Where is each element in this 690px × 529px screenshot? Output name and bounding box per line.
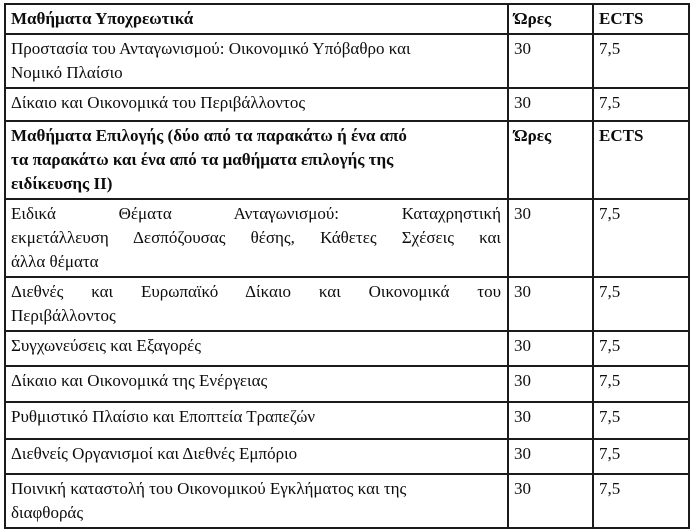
course-row <box>5 331 689 366</box>
course-row <box>5 199 689 277</box>
hours-header-cell: Ώρες <box>508 121 593 199</box>
hours-header-cell: Ώρες <box>508 4 593 34</box>
ects-cell: 7,5 <box>593 402 689 439</box>
section-title-cell: Μαθήματα Επιλογής (δύο από τα παρακάτω ή ένα από τα παρακάτω και ένα από τα μαθήματα επιλογής της ειδίκευσης ΙΙ) <box>5 121 508 199</box>
ects-header-cell: ECTS <box>593 121 689 199</box>
course-table <box>4 3 690 529</box>
hours-cell: 30 <box>508 34 593 88</box>
course-row <box>5 474 689 528</box>
ects-cell: 7,5 <box>593 474 689 528</box>
course-row <box>5 439 689 474</box>
course-row <box>5 88 689 121</box>
hours-cell: 30 <box>508 199 593 277</box>
course-cell: Συγχωνεύσεις και Εξαγορές <box>5 331 508 366</box>
course-row <box>5 277 689 331</box>
course-cell: Δίκαιο και Οικονομικά της Ενέργειας <box>5 366 508 402</box>
hours-cell: 30 <box>508 474 593 528</box>
ects-header-cell: ECTS <box>593 4 689 34</box>
course-cell: Προστασία του Ανταγωνισμού: Οικονομικό Υπόβαθρο και Νομικό Πλαίσιο <box>5 34 508 88</box>
course-cell: Δίκαιο και Οικονομικά του Περιβάλλοντος <box>5 88 508 121</box>
course-cell: Διεθνές και Ευρωπαϊκό Δίκαιο και Οικονομικά του Περιβάλλοντος <box>5 277 508 331</box>
ects-cell: 7,5 <box>593 34 689 88</box>
section-title-cell: Μαθήματα Υποχρεωτικά <box>5 4 508 34</box>
hours-cell: 30 <box>508 366 593 402</box>
ects-cell: 7,5 <box>593 366 689 402</box>
course-row <box>5 366 689 402</box>
hours-cell: 30 <box>508 439 593 474</box>
course-cell: Ειδικά Θέματα Ανταγωνισμού: Καταχρηστική εκμετάλλευση Δεσπόζουσας θέσης, Κάθετες Σχέσεις και άλλα θέματα <box>5 199 508 277</box>
hours-cell: 30 <box>508 331 593 366</box>
course-row <box>5 402 689 439</box>
hours-cell: 30 <box>508 402 593 439</box>
ects-cell: 7,5 <box>593 199 689 277</box>
hours-cell: 30 <box>508 277 593 331</box>
ects-cell: 7,5 <box>593 439 689 474</box>
course-cell: Ποινική καταστολή του Οικονομικού Εγκλήματος και της διαφθοράς <box>5 474 508 528</box>
course-cell: Διεθνείς Οργανισμοί και Διεθνές Εμπόριο <box>5 439 508 474</box>
course-row <box>5 34 689 88</box>
ects-cell: 7,5 <box>593 277 689 331</box>
course-cell: Ρυθμιστικό Πλαίσιο και Εποπτεία Τραπεζών <box>5 402 508 439</box>
section-header-row <box>5 121 689 199</box>
hours-cell: 30 <box>508 88 593 121</box>
ects-cell: 7,5 <box>593 331 689 366</box>
section-header-row <box>5 4 689 34</box>
ects-cell: 7,5 <box>593 88 689 121</box>
